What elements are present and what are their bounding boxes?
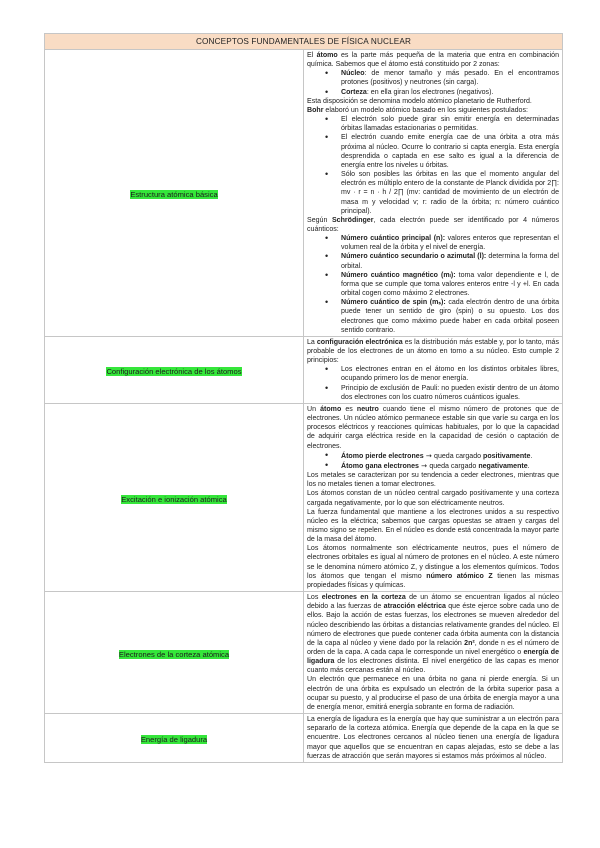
text-span: : en ella giran los electrones (negativos). — [366, 88, 494, 96]
list-item — [341, 271, 559, 298]
row-content-ligadura — [304, 714, 563, 763]
concepts-table — [44, 33, 563, 763]
text-span: que éste ejerce sobre cada uno de ellos. Bajo la acción de estas fuerzas, los electrones se mueven alrededor del núcleo describiendo las órbitas a distancias relativamente grandes del núcleo. El número de electrones que puede contener cada órbita aumenta con la distancia de la capa al núcleo y viene dado por la relación — [307, 603, 559, 647]
list-item: • El electrón cuando emite energía cae de una órbita a otra más próxima al núcleo. Ocurre lo contrario si capta energía. Esta energía desprendida o captada en ese salto es igual a la diferencia de energía entre los niveles u órbitas. — [341, 133, 559, 170]
list-item — [341, 451, 559, 461]
list-item: • Los electrones entran en el átomo en los distintos orbitales libres, ocupando primero los de menor energía. — [341, 365, 559, 383]
bold-term: Número cuántico principal (n): — [341, 235, 446, 243]
row-label-cell — [45, 50, 304, 337]
table-row — [45, 592, 563, 714]
text-span: de un átomo se encuentran ligados al núcleo debido a las fuerzas de — [307, 594, 559, 611]
text-span: . — [530, 452, 533, 460]
bold-term: Bohr — [307, 106, 324, 114]
bold-term: neutro — [356, 405, 379, 413]
bold-term: número atómico Z — [426, 572, 493, 580]
paragraph — [307, 338, 559, 365]
list-item: • Principio de exclusión de Pauli: no pueden existir dentro de un átomo dos electrones con los cuatro números cuánticos iguales. — [341, 384, 559, 402]
arrow-icon: → — [423, 450, 435, 460]
paragraph: La energía de ligadura es la energía que hay que suministrar a un electrón para separarlo de la corteza atómica. Energía que depende de la capa en la que se encuentre. Los electrones cercanos al núcleo tienen una energía de ligadura mayor que aquellos que se encuentran en capas alejadas, esto se debe a las fuerzas de atracción que serán mayores si estamos más próximos al núcleo. — [307, 716, 559, 760]
paragraph — [307, 51, 559, 69]
bold-term: Schrödinger — [331, 216, 374, 224]
list-item — [341, 461, 559, 471]
bold-term: átomo — [316, 52, 338, 59]
paragraph — [307, 593, 559, 675]
list-item — [341, 298, 559, 335]
table-row — [45, 50, 563, 337]
bold-term: Número cuántico magnético (mₗ): — [341, 271, 456, 279]
row-label-cell — [45, 714, 304, 763]
bullet-list — [307, 69, 559, 96]
text-span: Según — [307, 216, 332, 224]
list-item — [341, 88, 559, 97]
bullet-list — [307, 115, 559, 216]
text-span: determina la forma del orbital. — [341, 253, 559, 270]
page-title: CONCEPTOS FUNDAMENTALES DE FÍSICA NUCLEAR — [45, 34, 563, 50]
text-span: elaboró un modelo atómico basado en los siguientes postulados: — [323, 106, 528, 114]
text-span: . — [527, 462, 530, 470]
row-content-corteza — [304, 592, 563, 714]
text-span: , cada electrón puede ser identificado por 4 números cuánticos: — [307, 216, 559, 233]
bold-term: Núcleo — [341, 70, 365, 78]
bold-term: energía de ligadura — [307, 649, 560, 666]
list-item — [341, 69, 559, 87]
bold-term: atracción eléctrica — [383, 603, 446, 611]
bold-term: Átomo pierde electrones — [341, 452, 424, 460]
text-span: La — [307, 338, 317, 346]
arrow-icon: → — [418, 460, 430, 470]
row-label-corteza: Electrones de la corteza atómica — [118, 649, 230, 659]
bullet-list — [307, 234, 559, 335]
table-row — [45, 403, 563, 591]
text-span: tienen las mismas propiedades físicas y químicas. — [307, 572, 559, 589]
row-label-cell — [45, 403, 304, 591]
text-span: queda cargado — [434, 452, 484, 460]
text-span: es la parte más pequeña de la materia que entra en combinación química. Sabemos que el átomo está constituido por 2 zonas: — [307, 52, 559, 69]
text-span: de los electrones distinta. El nivel energético de las capas es menor cuanto más cercanas están al núcleo. — [307, 658, 559, 675]
bold-term: 2n² — [464, 639, 475, 647]
row-label-cell — [45, 336, 304, 403]
row-label-excitacion: Excitación e ionización atómica — [121, 494, 227, 504]
bold-term: Número cuántico de spin (mₛ): — [341, 299, 446, 307]
bold-term: Número cuántico secundario o azimutal (l): — [341, 253, 487, 261]
bold-term: electrones en la corteza — [321, 594, 406, 602]
text-span: cuando tiene el mismo número de protones que de electrones. Un núcleo atómico permanece estable sin que varíe su carga en los procesos eléctricos y reacciones químicas habituales, por lo que la capacidad de adquirir carga eléctrica reside en la capacidad de cesión o captación de electrones. — [307, 405, 560, 450]
title-row — [45, 34, 563, 50]
bold-term: Corteza — [341, 88, 367, 96]
text-span: valores enteros que representan el volumen real de la órbita y el nivel de energía. — [341, 235, 559, 252]
bold-term: positivamente — [483, 452, 531, 460]
row-label-ligadura: Energía de ligadura — [140, 734, 208, 744]
row-label-estructura: Estructura atómica básica — [130, 189, 218, 199]
text-span: , donde n es el número de orden de la capa. A cada capa le corresponde un nivel energético o — [307, 639, 559, 656]
bold-term: Átomo gana electrones — [341, 462, 419, 470]
paragraph: Los metales se caracterizan por su tendencia a ceder electrones, mientras que los no metales tienen a tomar electrones. — [307, 472, 559, 489]
row-content-excitacion — [304, 403, 563, 591]
text-span: : de menor tamaño y más pesado. En el encontramos protones (positivos) y neutrones (sin carga). — [341, 70, 559, 87]
list-item — [341, 234, 559, 252]
text-span: es — [341, 405, 357, 413]
paragraph: Los átomos constan de un núcleo central cargado positivamente y una corteza cargada negativamente, por lo que son eléctricamente neutros. — [307, 490, 559, 507]
paragraph — [307, 405, 559, 451]
table-row — [45, 336, 563, 403]
list-item — [341, 252, 559, 270]
row-content-configuracion — [304, 336, 563, 403]
text-span: Los átomos normalmente son eléctricamente neutros, pues el número de electrones orbitales es igual al número de protones en el núcleo. A este número se le denomina número atómico Z, y distingue a los elementos químicos. Todos los átomos que tengan el mismo — [307, 545, 559, 580]
row-label-cell — [45, 592, 304, 714]
text-span: queda cargado — [429, 462, 479, 470]
list-item: • El electrón solo puede girar sin emitir energía en determinadas órbitas llamadas estacionarias o permitidas. — [341, 115, 559, 133]
text-span: cada electrón dentro de una órbita puede tener un sentido de giro (spin) o su opuesto. Los dos electrones que como máximo puede haber en cada orbital poseen sentido contrario. — [341, 299, 560, 334]
text-span: Un — [307, 405, 321, 413]
bullet-list — [307, 365, 559, 402]
text-span: toma valor dependiente e l, de forma que se cumple que toma valores enteros entre -l y +l. En cada orbital cogen como máximo 2 electrones. — [341, 271, 559, 298]
text-span: Los — [307, 594, 322, 602]
text-span: es la distribución más estable y, por lo tanto, más probable de los electrones de un átomo en torno a su núcleo. Esto cumple 2 principios: — [307, 338, 560, 365]
paragraph: Un electrón que permanece en una órbita no gana ni pierde energía. Si un electrón de una órbita es expulsado un electrón de la órbita superior pasa a ocupar su puesto, y al producirse el paso de una órbita de energía mayor a una de energía menor, emitirá energía sobrante en forma de radiación. — [307, 676, 559, 711]
row-content-estructura — [304, 50, 563, 337]
paragraph — [307, 106, 559, 115]
paragraph — [307, 216, 559, 234]
paragraph: Esta disposición se denomina modelo atómico planetario de Rutherford. — [307, 97, 532, 105]
bullet-list — [307, 451, 559, 471]
row-label-configuracion: Configuración electrónica de los átomos — [106, 366, 242, 376]
paragraph — [307, 544, 559, 590]
bold-term: negativamente — [478, 462, 528, 470]
paragraph: La fuerza fundamental que mantiene a los electrones unidos a su respectivo núcleo es la eléctrica; sabemos que cargas opuestas se atraen y cargas del mismo signo se repelen. En el núcleo es donde está concentrada la mayor parte de la masa del átomo. — [307, 508, 559, 544]
bold-term: átomo — [320, 405, 342, 413]
list-item: • Sólo son posibles las órbitas en las que el momento angular del electrón es múltiplo entero de la constante de Planck dividida por 2∏: mv · r = n · h / 2∏ (mv: cantidad de movimiento de un electrón de masa m y velocidad v; r: radio de la órbita; n: número cuántico principal). — [341, 170, 559, 216]
table-row — [45, 714, 563, 763]
bold-term: configuración electrónica — [316, 338, 403, 346]
text-span: El — [307, 52, 317, 59]
document-sheet — [44, 33, 563, 763]
